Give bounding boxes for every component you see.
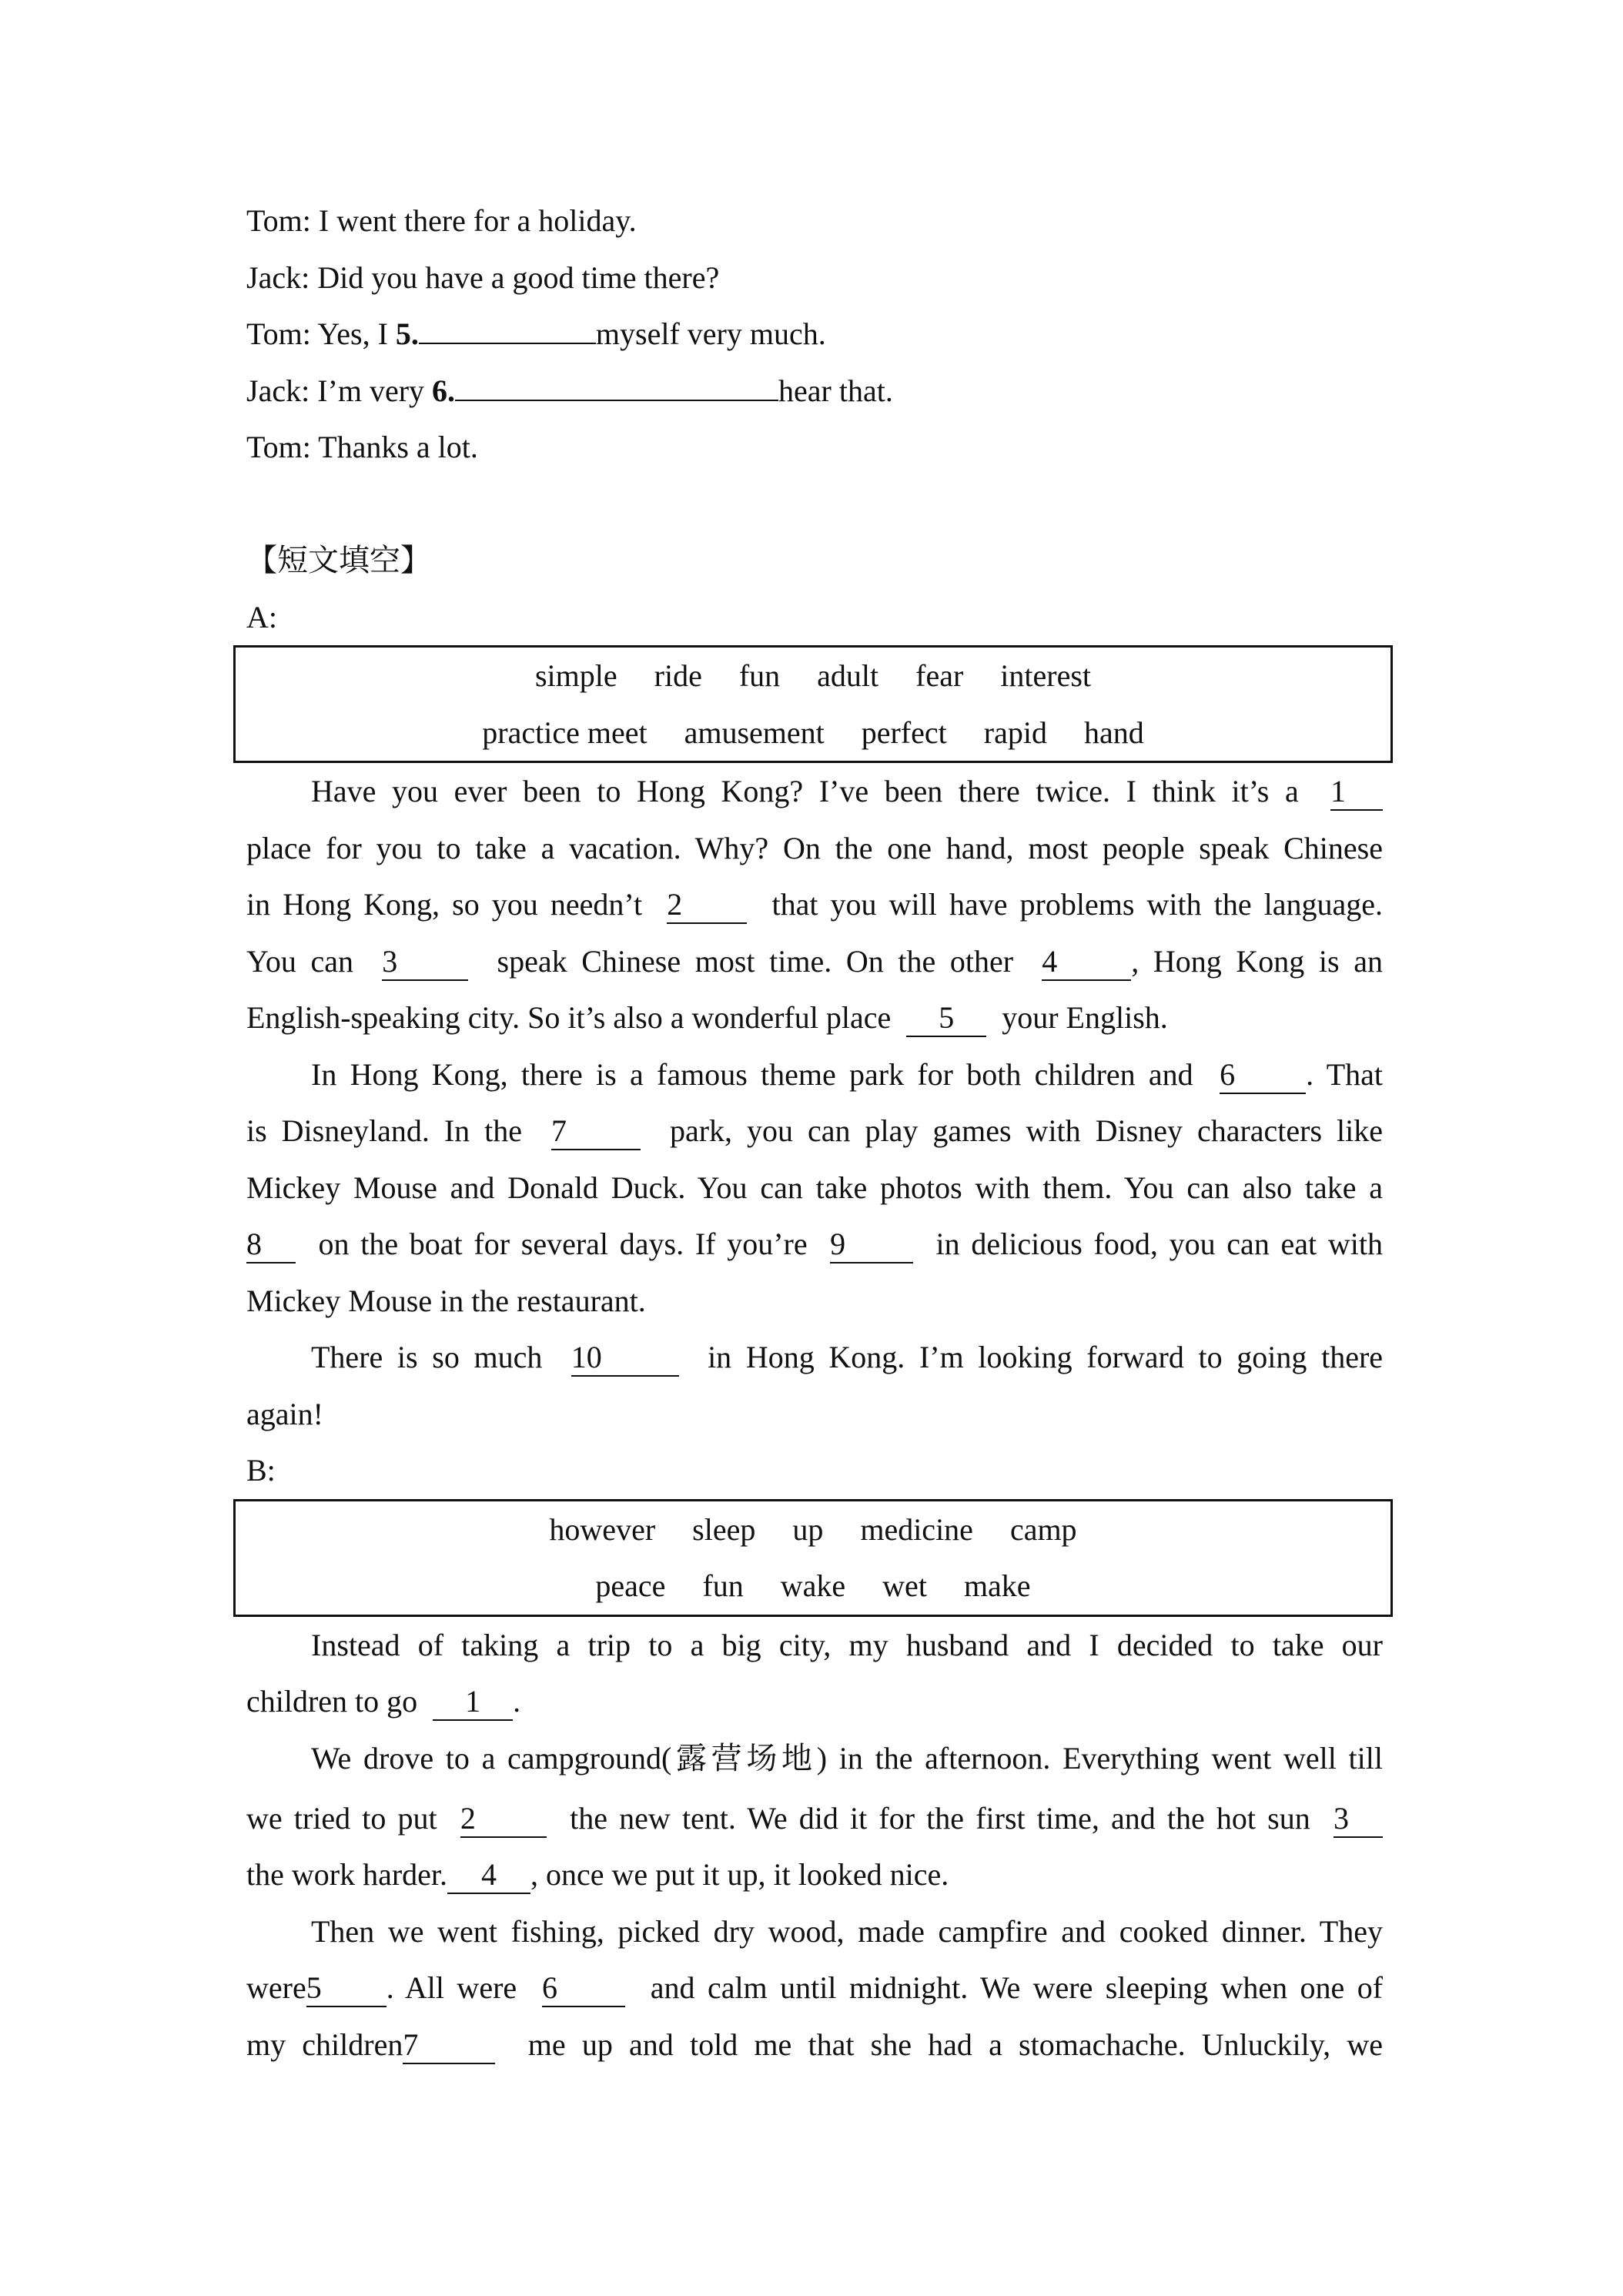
speaker: Jack: bbox=[246, 373, 310, 408]
passage-line: Then we went fishing, picked dry wood, made campfire and cooked dinner. They bbox=[311, 1913, 1383, 1949]
word-bank-row bbox=[236, 705, 1390, 761]
word-option: make bbox=[963, 1568, 1031, 1603]
answer-blank[interactable]: 8 bbox=[246, 1227, 296, 1263]
passage-line: 8 on the boat for several days. If you’re 9 in delicious food, you can eat with bbox=[246, 1216, 1383, 1273]
answer-blank[interactable]: 3 bbox=[1334, 1801, 1383, 1838]
answer-blank[interactable]: 7 bbox=[403, 2027, 495, 2064]
dialogue-line bbox=[246, 192, 1383, 249]
answer-blank[interactable]: 5 bbox=[306, 1970, 387, 2007]
question-dot: . bbox=[410, 316, 419, 351]
answer-blank[interactable]: 9 bbox=[830, 1227, 913, 1263]
word-option: interest bbox=[1000, 658, 1092, 693]
word-option: hand bbox=[1083, 715, 1144, 750]
answer-blank[interactable] bbox=[455, 364, 778, 401]
question-number: 5 bbox=[395, 316, 411, 351]
word-option: adult bbox=[817, 658, 879, 693]
answer-blank[interactable]: 4 bbox=[1042, 944, 1131, 981]
question-dot: . bbox=[447, 373, 456, 408]
passage-line: again! bbox=[246, 1396, 323, 1431]
answer-blank[interactable]: 2 bbox=[667, 887, 747, 924]
word-bank-row bbox=[236, 648, 1390, 705]
passage-line: Mickey Mouse and Donald Duck. You can take photos with them. You can also take a bbox=[246, 1170, 1383, 1205]
answer-blank[interactable]: 1 bbox=[1330, 774, 1383, 811]
passage-a-paragraph-3 bbox=[246, 1329, 1383, 1442]
passage-line: we tried to put 2 the new tent. We did it for the first time, and the hot sun 3 bbox=[246, 1786, 1383, 1846]
speaker: Tom: bbox=[246, 203, 311, 238]
word-bank-row bbox=[236, 1558, 1390, 1615]
answer-blank[interactable]: 5 bbox=[906, 1000, 986, 1037]
word-option: practice meet bbox=[482, 715, 648, 750]
answer-blank[interactable]: 6 bbox=[542, 1970, 625, 2007]
word-option: peace bbox=[595, 1568, 666, 1603]
word-option: fun bbox=[738, 658, 781, 693]
part-b-label: B: bbox=[246, 1453, 276, 1488]
answer-blank[interactable]: 2 bbox=[460, 1801, 547, 1838]
passage-line: There is so much 10 in Hong Kong. I’m looking forward to going there bbox=[246, 1329, 1383, 1386]
passage-line: We drove to a campground(露营场地) in the afternoon. Everything went well till bbox=[311, 1740, 1383, 1776]
passage-line: my children7 me up and told me that she had a stomachache. Unluckily, we bbox=[246, 2017, 1383, 2073]
word-option: medicine bbox=[860, 1511, 973, 1547]
word-option: fear bbox=[915, 658, 964, 693]
dialogue-text: I went there for a holiday. bbox=[318, 203, 637, 238]
passage-a-paragraph-1 bbox=[246, 763, 1383, 1046]
passage-b-paragraph-1 bbox=[246, 1617, 1383, 1730]
dialogue-text: myself very much. bbox=[595, 316, 826, 351]
passage-line: in Hong Kong, so you needn’t 2 that you will have problems with the language. bbox=[246, 876, 1383, 933]
word-bank-a bbox=[233, 645, 1393, 763]
speaker: Jack: bbox=[246, 259, 310, 295]
section-title: 【短文填空】 bbox=[246, 543, 431, 577]
answer-blank[interactable]: 6 bbox=[1220, 1057, 1306, 1094]
word-option: amusement bbox=[684, 715, 825, 750]
dialogue-text: hear that. bbox=[778, 373, 893, 408]
passage-line: were5 . All were 6 and calm until midnight. We were sleeping when one of bbox=[246, 1960, 1383, 2017]
word-option: perfect bbox=[861, 715, 947, 750]
word-option: sleep bbox=[692, 1511, 756, 1547]
speaker: Tom: bbox=[246, 316, 311, 351]
word-bank-row bbox=[236, 1501, 1390, 1558]
answer-blank[interactable]: 7 bbox=[551, 1113, 641, 1150]
dialogue-line bbox=[246, 363, 1383, 420]
dialogue-line bbox=[246, 419, 1383, 476]
word-option: up bbox=[792, 1511, 824, 1547]
dialogue-text: Yes, I bbox=[317, 316, 396, 351]
dialogue-line bbox=[246, 306, 1383, 363]
speaker: Tom: bbox=[246, 430, 311, 464]
answer-blank[interactable]: 3 bbox=[382, 944, 468, 981]
passage-line: is Disneyland. In the 7 park, you can play games with Disney characters like bbox=[246, 1103, 1383, 1160]
passage-line: Have you ever been to Hong Kong? I’ve been there twice. I think it’s a 1 bbox=[246, 763, 1383, 820]
dialogue-text: Thanks a lot. bbox=[318, 430, 478, 464]
question-number: 6 bbox=[432, 373, 448, 408]
passage-line: the work harder. 4 , once we put it up, it looked nice. bbox=[246, 1846, 1383, 1903]
part-a-label: A: bbox=[246, 599, 277, 634]
word-option: wake bbox=[780, 1568, 846, 1603]
passage-line: place for you to take a vacation. Why? On the one hand, most people speak Chinese bbox=[246, 830, 1383, 865]
word-option: ride bbox=[654, 658, 702, 693]
word-option: simple bbox=[534, 658, 617, 693]
dialogue-text: Did you have a good time there? bbox=[317, 259, 720, 295]
word-option: rapid bbox=[983, 715, 1047, 750]
dialogue-text: I’m very bbox=[317, 373, 433, 408]
answer-blank[interactable]: 1 bbox=[433, 1684, 513, 1721]
passage-line: children to go 1 . bbox=[246, 1673, 1383, 1730]
passage-a-paragraph-2 bbox=[246, 1046, 1383, 1330]
passage-line: Mickey Mouse in the restaurant. bbox=[246, 1283, 646, 1318]
word-option: fun bbox=[702, 1568, 744, 1603]
passage-line: Instead of taking a trip to a big city, my husband and I decided to take our bbox=[311, 1627, 1383, 1662]
answer-blank[interactable]: 4 bbox=[447, 1857, 530, 1894]
answer-blank[interactable] bbox=[419, 307, 596, 344]
passage-b-paragraph-3 bbox=[246, 1903, 1383, 2073]
word-option: wet bbox=[882, 1568, 927, 1603]
passage-line: You can 3 speak Chinese most time. On the other 4 , Hong Kong is an bbox=[246, 933, 1383, 990]
word-option: however bbox=[549, 1511, 656, 1547]
worksheet-page bbox=[246, 192, 1383, 2073]
answer-blank[interactable]: 10 bbox=[571, 1340, 679, 1377]
passage-b-paragraph-2 bbox=[246, 1730, 1383, 1903]
passage-line: English-speaking city. So it’s also a wonderful place 5 your English. bbox=[246, 989, 1383, 1046]
dialogue-line bbox=[246, 249, 1383, 306]
word-bank-b bbox=[233, 1499, 1393, 1617]
word-option: camp bbox=[1009, 1511, 1077, 1547]
passage-line: In Hong Kong, there is a famous theme park for both children and 6 . That bbox=[246, 1046, 1383, 1103]
